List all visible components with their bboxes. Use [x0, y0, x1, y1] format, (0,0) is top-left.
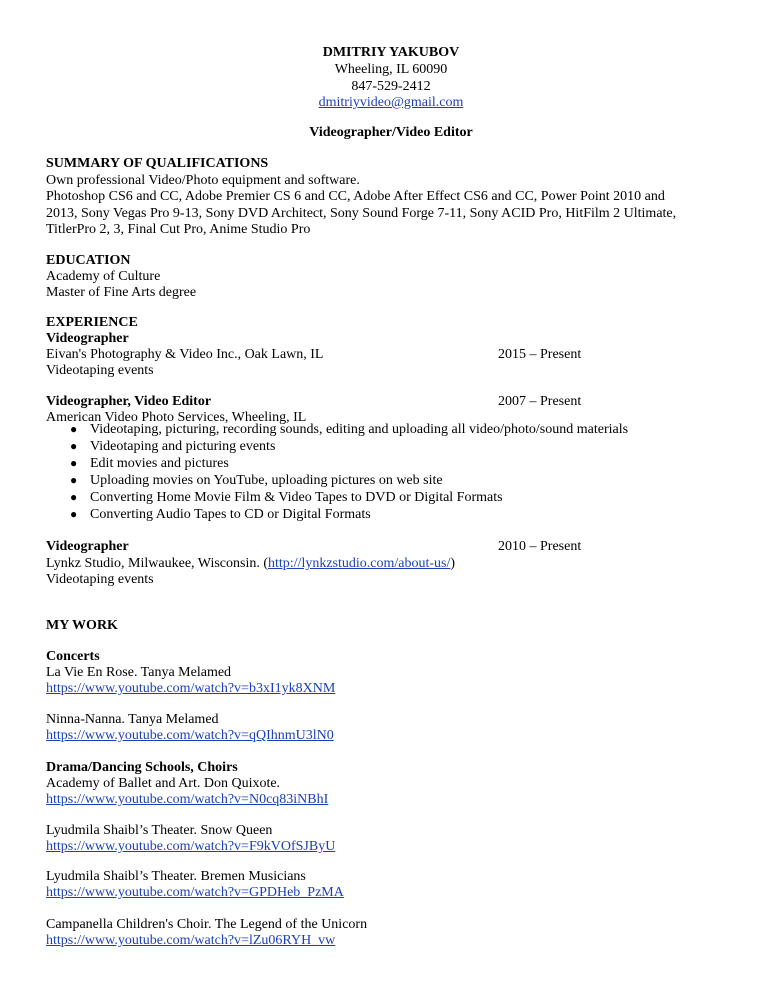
summary-line: Own professional Video/Photo equipment and software.	[46, 173, 360, 188]
work-link-wrapper	[46, 791, 328, 808]
drama-heading: Drama/Dancing Schools, Choirs	[46, 760, 238, 775]
summary-line: Photoshop CS6 and CC, Adobe Premier CS 6 and CC, Adobe After Effect CS6 and CC, Power Point 2010 and	[46, 189, 665, 204]
candidate-city: Wheeling, IL 60090	[334, 62, 448, 77]
work-link-wrapper	[46, 838, 335, 855]
summary-line: 2013, Sony Vegas Pro 9-13, Sony DVD Architect, Sony Sound Forge 7-11, Sony ACID Pro, HitFilm 2 Ultimate,	[46, 206, 677, 221]
list-item-text: Converting Audio Tapes to CD or Digital Formats	[90, 507, 371, 522]
list-item-text: Videotaping, picturing, recording sounds, editing and uploading all video/photo/sound materials	[90, 422, 629, 437]
job-title: Videographer/Video Editor	[309, 125, 473, 140]
bullet-icon: ●	[70, 507, 78, 521]
video-link[interactable]: https://www.youtube.com/watch?v=F9kVOfSJByU	[46, 839, 336, 854]
job-title: Videographer, Video Editor	[46, 394, 212, 409]
work-title: La Vie En Rose. Tanya Melamed	[46, 665, 232, 680]
concerts-heading: Concerts	[46, 649, 100, 664]
company-website-link[interactable]: http://lynkzstudio.com/about-us/	[268, 556, 451, 571]
list-item	[46, 438, 628, 455]
bullet-icon: ●	[70, 456, 78, 470]
video-link[interactable]: https://www.youtube.com/watch?v=qQIhnmU3lN0	[46, 728, 334, 743]
bullet-icon: ●	[70, 422, 78, 436]
job-dates: 2015 – Present	[498, 347, 582, 362]
email-link[interactable]: dmitriyvideo@gmail.com	[318, 95, 464, 110]
work-link-wrapper	[46, 932, 335, 949]
list-item-text: Uploading movies on YouTube, uploading pictures on web site	[90, 473, 443, 488]
list-item-text: Converting Home Movie Film & Video Tapes to DVD or Digital Formats	[90, 490, 503, 505]
list-item	[46, 489, 628, 506]
work-title: Campanella Children's Choir. The Legend of the Unicorn	[46, 917, 368, 932]
video-link[interactable]: https://www.youtube.com/watch?v=GPDHeb_PzMA	[46, 885, 344, 900]
work-title: Ninna-Nanna. Tanya Melamed	[46, 712, 219, 727]
list-item-text: Edit movies and pictures	[90, 456, 229, 471]
my-work-heading: MY WORK	[46, 618, 118, 633]
video-link[interactable]: https://www.youtube.com/watch?v=lZu06RYH_vw	[46, 933, 336, 948]
list-item	[46, 421, 628, 438]
summary-heading: SUMMARY OF QUALIFICATIONS	[46, 156, 269, 171]
work-link-wrapper	[46, 680, 335, 697]
video-link[interactable]: https://www.youtube.com/watch?v=N0cq83iNBhI	[46, 792, 329, 807]
list-item	[46, 472, 628, 489]
company-text: Lynkz Studio, Milwaukee, Wisconsin. (	[46, 556, 268, 571]
education-heading: EDUCATION	[46, 253, 131, 268]
bullet-icon: ●	[70, 473, 78, 487]
company-text-suffix: )	[450, 556, 456, 571]
job-description: Videotaping events	[46, 572, 154, 587]
work-title: Lyudmila Shaibl’s Theater. Bremen Musicians	[46, 869, 306, 884]
bullet-icon: ●	[70, 490, 78, 504]
job-company: Eivan's Photography & Video Inc., Oak Lawn, IL	[46, 347, 324, 362]
work-link-wrapper	[46, 727, 334, 744]
job-company	[46, 555, 455, 572]
video-link[interactable]: https://www.youtube.com/watch?v=b3xI1yk8XNM	[46, 681, 336, 696]
job-title: Videographer	[46, 331, 129, 346]
summary-line: TitlerPro 2, 3, Final Cut Pro, Anime Studio Pro	[46, 222, 311, 237]
job-dates: 2007 – Present	[498, 394, 582, 409]
job-dates: 2010 – Present	[498, 539, 582, 554]
job-company: American Video Photo Services, Wheeling, IL	[46, 410, 307, 425]
work-link-wrapper	[46, 884, 344, 901]
bullet-icon: ●	[70, 439, 78, 453]
candidate-phone: 847-529-2412	[351, 79, 431, 94]
experience-heading: EXPERIENCE	[46, 315, 138, 330]
candidate-email-wrapper	[46, 94, 736, 111]
work-title: Lyudmila Shaibl’s Theater. Snow Queen	[46, 823, 273, 838]
list-item-text: Videotaping and picturing events	[90, 439, 276, 454]
list-item	[46, 455, 628, 472]
job-duties-list	[46, 421, 628, 523]
education-degree: Master of Fine Arts degree	[46, 285, 197, 300]
candidate-name: DMITRIY YAKUBOV	[322, 45, 460, 60]
work-title: Academy of Ballet and Art. Don Quixote.	[46, 776, 281, 791]
list-item	[46, 506, 628, 523]
job-description: Videotaping events	[46, 363, 154, 378]
education-school: Academy of Culture	[46, 269, 161, 284]
job-title: Videographer	[46, 539, 129, 554]
